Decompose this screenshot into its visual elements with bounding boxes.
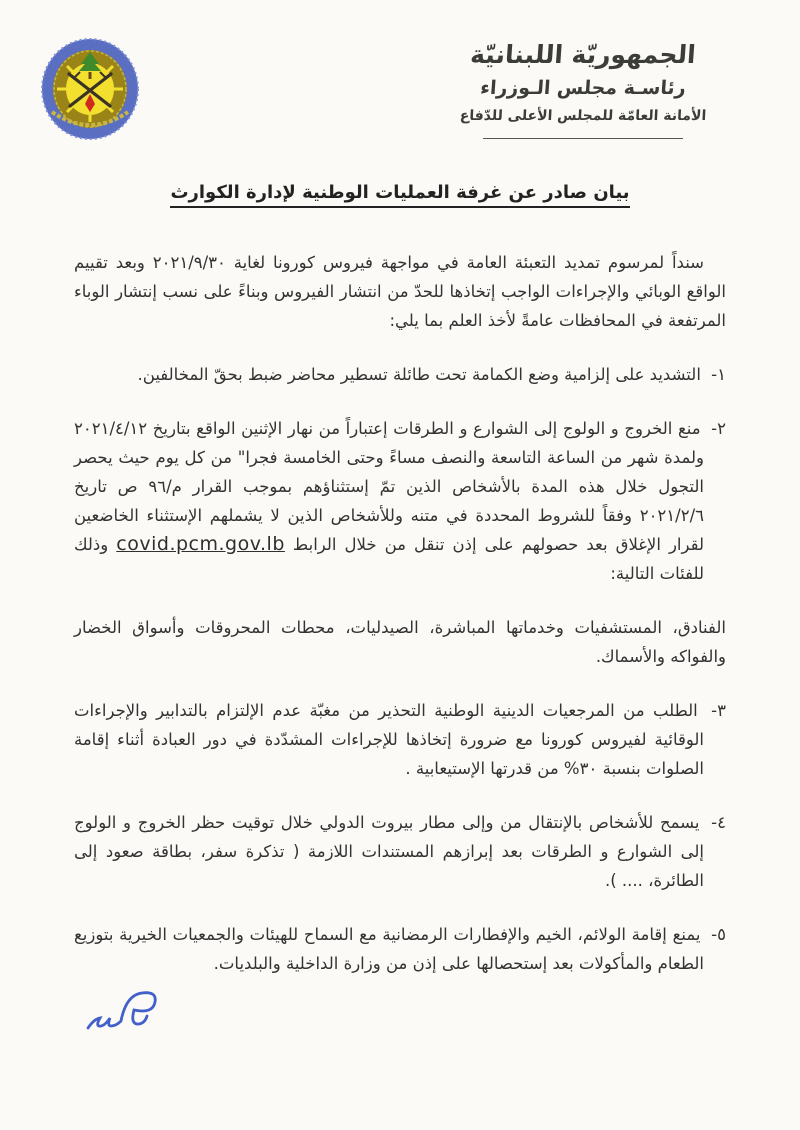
item-1-number: ١- <box>711 365 726 384</box>
item-3-number: ٣- <box>711 701 727 720</box>
item-2-text-after-link: وذلك للفئات التالية: <box>74 535 704 583</box>
item-5 <box>74 920 726 978</box>
title-row <box>74 182 726 208</box>
item-3 <box>74 696 726 783</box>
item-4 <box>74 808 726 895</box>
letterhead-secretariat: الأمانة العامّة للمجلس الأعلى للدّفاع <box>459 108 707 124</box>
letterhead-presidency: رئاسـة مجلس الـوزراء <box>479 77 687 99</box>
statement-body <box>74 182 726 1048</box>
item-4-text: يسمح للأشخاص بالإنتقال من وإلى مطار بيروت الدولي خلال توقيت حظر الخروج و الولوج إلى الشوارع و الطرقات بعد إبرازهم المستندات اللازمة ( تذكرة سفر، بطاقة صعود إلى الطائرة، .... ). <box>74 813 704 890</box>
item-1 <box>74 360 726 389</box>
statement-title: بيان صادر عن غرفة العمليات الوطنية لإدارة الكوارث <box>170 182 629 208</box>
item-2-number: ٢- <box>711 419 727 438</box>
letterhead <box>418 40 748 139</box>
item-5-text: يمنع إقامة الولائم، الخيم والإفطارات الرمضانية مع السماح للهيئات والجمعيات الخيرية بتوزيع الطعام والمأكولات بعد إستحصالها على إذن من وزارة الداخلية والبلديات. <box>74 925 704 973</box>
intro-paragraph: سنداً لمرسوم تمديد التعبئة العامة في مواجهة فيروس كورونا لغاية ٢٠٢١/٩/٣٠ وبعد تقييم الواقع الوبائي والإجراءات الواجب إتخاذها للحدّ من انتشار الفيروس وبناءً على نسب إنتشار الوباء المرتفعة في المحافظات عامةً لأخذ العلم بما يلي: <box>74 253 726 330</box>
signature-scribble <box>80 986 200 1044</box>
item-1-text: التشديد على إلزامية وضع الكمامة تحت طائلة تسطير محاضر ضبط بحقّ المخالفين. <box>137 365 701 384</box>
item-3-text: الطلب من المرجعيات الدينية الوطنية التحذير من مغبّة عدم الإلتزام بالتدابير والإجراءات الوقائية لفيروس كورونا مع ضرورة إتخاذها للإجراءات المشدّدة في دور العبادة أثناء إقامة الصلوات بنسبة ٣٠% من قدرتها الإستيعابية . <box>74 701 704 778</box>
lebanon-emblem-logo <box>38 34 142 144</box>
letterhead-divider <box>483 138 683 139</box>
categories-paragraph: الفنادق، المستشفيات وخدماتها المباشرة، الصيدليات، محطات المحروقات وأسواق الخضار والفواكه والأسماك. <box>74 618 726 666</box>
item-2 <box>74 414 726 588</box>
signature <box>74 986 726 1048</box>
letterhead-republic: الجمهوريّة اللبنانيّة <box>469 40 697 69</box>
emblem-graphic <box>38 34 142 144</box>
item-5-number: ٥- <box>711 925 727 944</box>
item-2-text-before-link: منع الخروج و الولوج إلى الشوارع و الطرقات إعتباراً من نهار الإثنين الواقع بتاريخ ٢٠٢١/٤/١٢ ولمدة شهر من الساعة التاسعة والنصف مساءً وحتى الخامسة فجرا" من كل يوم حيث يحصر التجول خلال هذه المدة بالأشخاص الذين تمّ إستثناؤهم بموجب القرار م/٩٦ ص تاريخ ٢٠٢١/٢/٦ وفقاً للشروط المحددة في متنه وللأشخاص الذين لا يشملهم الإستثناء الخاضعين لقرار الإغلاق بعد حصولهم على إذن تنقل من خلال الرابط <box>74 419 704 554</box>
covid-permit-link[interactable]: covid.pcm.gov.lb <box>116 533 285 555</box>
item-4-number: ٤- <box>711 813 726 832</box>
